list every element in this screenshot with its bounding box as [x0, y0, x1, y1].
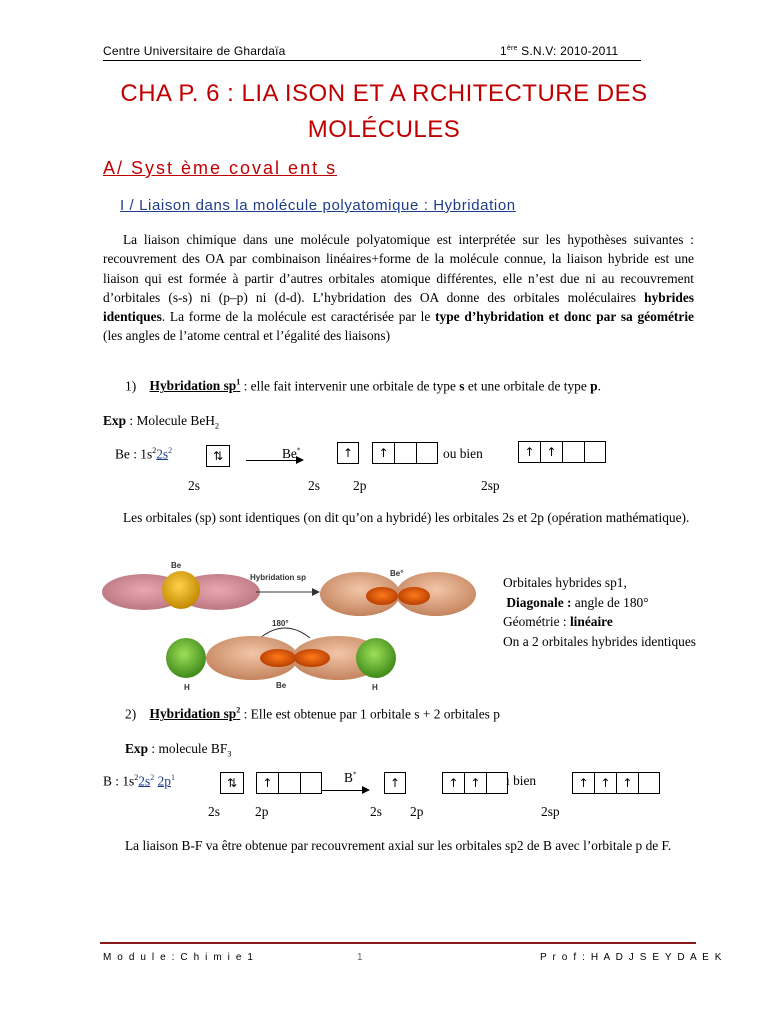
fig-hyb-label: Hybridation sp	[250, 573, 307, 582]
sp2-heading: 2) Hybridation $sp^2$ : Elle est obtenue par 1 orbitale s + 2 orbitales p	[125, 706, 500, 722]
be-ou-bien: ou bien	[443, 446, 483, 461]
b-star-label: B*	[344, 770, 357, 785]
be-star-2s-box: ↑	[337, 442, 359, 464]
fig-be2-label: Be	[276, 681, 287, 690]
label-2s-b: 2s	[308, 478, 320, 493]
b-2p-box: ↑	[256, 772, 322, 794]
b-ou-bien: ı bien	[506, 773, 537, 788]
sp1-orbital-figure	[100, 558, 492, 694]
b-star-2p-box: ↑ ↑	[442, 772, 508, 794]
section-i-heading: I / Liaison dans la molécule polyatomique : Hybridation	[120, 197, 516, 214]
footer-rule	[100, 942, 696, 944]
chapter-title-line2: MOLÉCULES	[307, 116, 461, 143]
sp1-explain: Les orbitales (sp) sont identiques (on dit qu’on a hybridé) les orbitales 2s et 2p (opération mathématique).	[123, 510, 690, 525]
label-2p: 2p	[353, 478, 367, 493]
footer-left: M o d u l e : C h i m i e 1	[103, 952, 255, 963]
be-star-label: Be*	[282, 446, 301, 461]
fig-be-label: Be	[171, 561, 182, 570]
h-orbital-right	[356, 638, 396, 678]
intro-paragraph: La liaison chimique dans une molécule polyatomique est interprétée sur les hypothèses suivantes : recouvrement des OA par combinaison linéaires+forme de la molécule connue, la liaison hybride est une liaison qui est formée à partir d’autres orbitales atomique différentes, elle n’est due ni au recouvrement d’orbitales (s-s) ni (p–p) ni (d-d). L’hybridation des OA donne des orbitales moléculaires hybrides identiques. La forme de la molécule est caractérisée par le type d’hybridation et donc par sa géométrie (les angles de l’atome central et l’égalité des liaisons)	[103, 232, 694, 344]
sp2-example: Exp : molecule $BF_3$	[125, 741, 232, 759]
sp1-heading: 1) Hybridation $sp^1$ : elle fait intervenir une orbitale de type s et une orbitale de type p.	[125, 378, 601, 394]
chapter-title-line1: CHA P. 6 : LIA ISON ET A RCHITECTURE DES	[120, 80, 648, 107]
h-orbital-left	[166, 638, 206, 678]
b-label-2sp: 2sp	[541, 804, 560, 819]
header-right: 1ère S.N.V: 2010-2011	[500, 44, 619, 58]
label-2s-a: 2s	[188, 478, 200, 493]
b-arrow-line	[322, 790, 364, 791]
fig-h2-label: H	[372, 683, 378, 692]
be-sp-box: ↑ ↑	[518, 441, 606, 463]
b-star-2s-box: ↑	[384, 772, 406, 794]
b-sp2-box: ↑ ↑ ↑	[572, 772, 660, 794]
section-a-heading: A/ Syst ème coval ent s	[103, 158, 338, 178]
b-label-2p-a: 2p	[255, 804, 269, 819]
b-2s-box: ⇅	[220, 772, 244, 794]
sp1-properties: Orbitales hybrides sp1, Diagonale : angle de 180° Géométrie : linéaire On a 2 orbitales hybrides identiques	[503, 575, 697, 649]
b-label-2s-a: 2s	[208, 804, 220, 819]
fig-h1-label: H	[184, 683, 190, 692]
label-2sp: 2sp	[481, 478, 500, 493]
be-s-orbital	[162, 571, 200, 609]
be-star-2p-box: ↑	[372, 442, 438, 464]
header-left: Centre Universitaire de Ghardaïa	[103, 44, 286, 58]
sp1-example: Exp : Molecule BeH$_2$	[103, 413, 219, 431]
b-arrow-head	[362, 786, 370, 794]
be-config: Be : $1s^22s^2$	[115, 446, 173, 462]
be-2s-box: ⇅	[206, 445, 230, 467]
b-label-2p-b: 2p	[410, 804, 424, 819]
page-number: 1	[357, 952, 365, 963]
fig-bestar-label: Be°	[390, 569, 404, 578]
sp2-explain: La liaison B-F va être obtenue par recouvrement axial sur les orbitales sp2 de B avec l’orbitale p de F.	[125, 838, 672, 853]
footer-right: P r o f : H A D J S E Y D A E K	[540, 952, 723, 963]
header-rule	[103, 60, 641, 61]
b-label-2s-b: 2s	[370, 804, 382, 819]
b-config: B : $1s^22s^2$ $2p^1$	[103, 773, 175, 789]
fig-angle-label: 180°	[272, 619, 289, 628]
